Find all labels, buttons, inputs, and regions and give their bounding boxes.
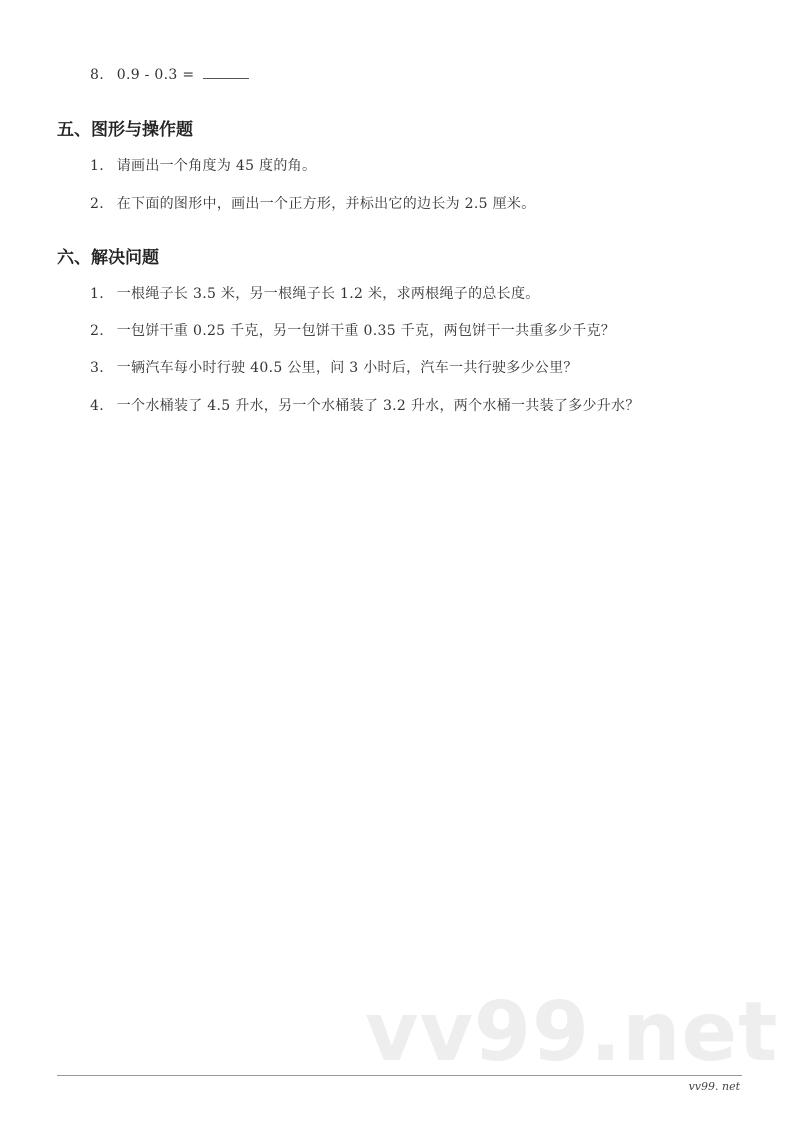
item-text: 一辆汽车每小时行驶 40.5 公里，问 3 小时后，汽车一共行驶多少公里？ <box>116 360 578 376</box>
item-number: 3. <box>90 360 104 376</box>
section-6-item-3 <box>90 357 578 377</box>
footer-divider <box>57 1075 742 1076</box>
item-text: 一个水桶装了 4.5 升水，另一个水桶装了 3.2 升水，两个水桶一共装了多少升水？ <box>116 398 640 414</box>
section-5-title: 五、图形与操作题 <box>57 120 193 140</box>
section-5-item-1 <box>90 155 316 175</box>
footer-site-label: vv99. net <box>688 1080 740 1093</box>
question-8 <box>90 66 249 83</box>
section-6-title: 六、解决问题 <box>57 248 159 268</box>
section-6-item-1 <box>90 283 540 303</box>
item-number: 2. <box>90 323 104 339</box>
item-text: 请画出一个角度为 45 度的角。 <box>116 158 317 174</box>
item-number: 4. <box>90 398 104 414</box>
watermark: vv99.net <box>365 985 779 1080</box>
section-6-item-2 <box>90 320 615 340</box>
item-number: 1. <box>90 286 104 302</box>
section-6-item-4 <box>90 395 640 415</box>
item-text: 在下面的图形中，画出一个正方形，并标出它的边长为 2.5 厘米。 <box>116 196 536 212</box>
item-text: 一包饼干重 0.25 千克，另一包饼干重 0.35 千克，两包饼干一共重多少千克？ <box>116 323 616 339</box>
question-number: 8. <box>90 67 104 83</box>
item-number: 1. <box>90 158 104 174</box>
answer-blank[interactable] <box>203 66 249 79</box>
item-number: 2. <box>90 196 104 212</box>
question-expression: 0.9 - 0.3 = <box>116 67 195 83</box>
item-text: 一根绳子长 3.5 米，另一根绳子长 1.2 米，求两根绳子的总长度。 <box>116 286 540 302</box>
section-5-item-2 <box>90 193 536 213</box>
